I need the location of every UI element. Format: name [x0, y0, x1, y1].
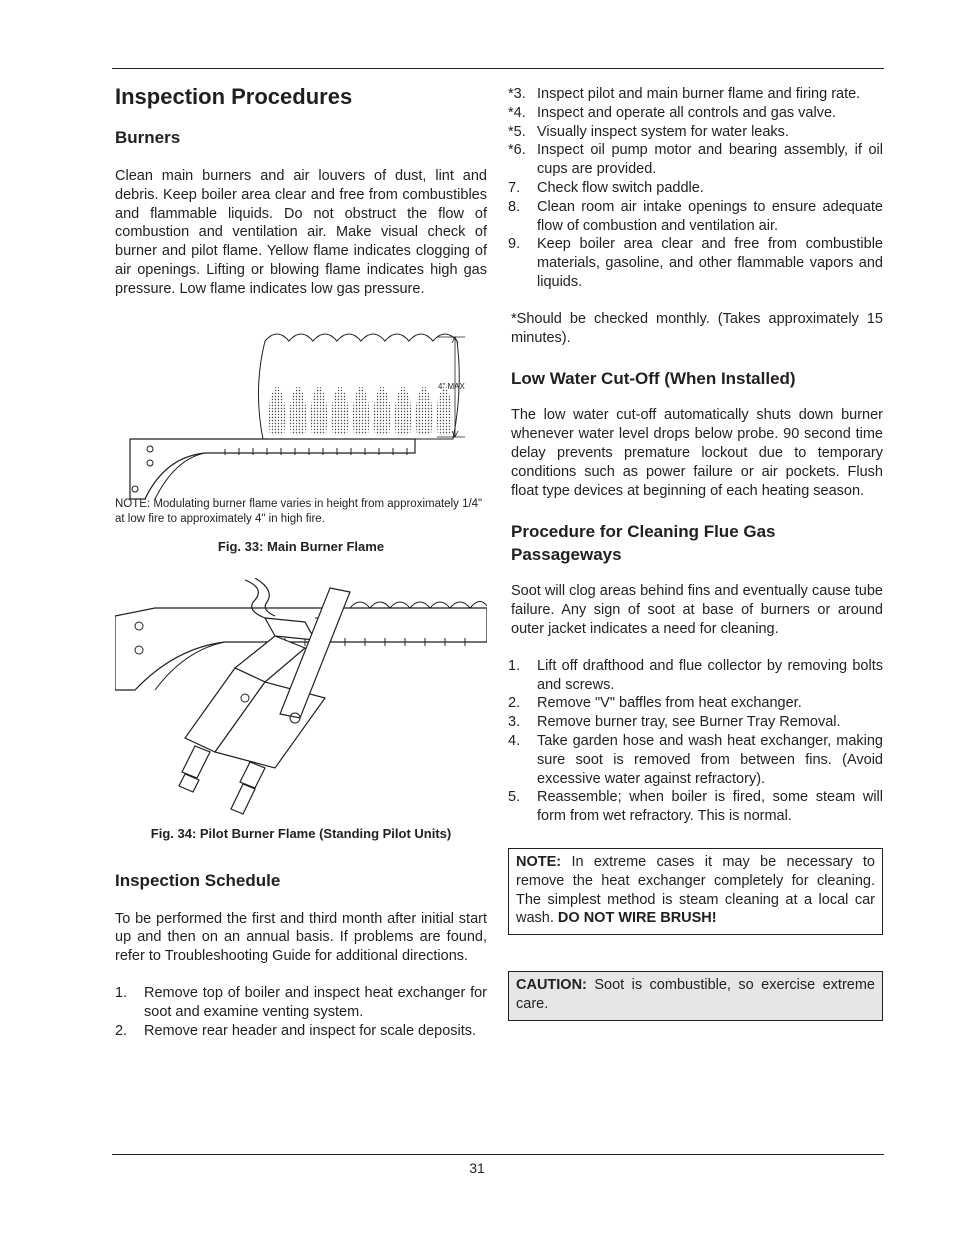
figure-33-note: NOTE: Modulating burner flame varies in height from approximately 1/4" at low fire to approximately 4" in high fire.: [115, 497, 483, 525]
schedule-list-right: [508, 85, 883, 292]
schedule-body: To be performed the first and third month after initial start up and then on an annual basis. If problems are found, refer to Troubleshooting Guide for additional directions.: [115, 910, 487, 965]
page-title: Inspection Procedures: [115, 84, 353, 109]
note-text: In extreme cases it may be necessary to remove the heat exchanger completely for cleaning. The simplest method is steam cleaning at a local car wash.: [516, 853, 876, 927]
flue-heading: Procedure for Cleaning Flue Gas Passageways: [511, 522, 776, 565]
main-burner-flame-illustration: [115, 329, 487, 509]
list-item: 1. Remove top of boiler and inspect heat exchanger for soot and examine venting system.: [115, 984, 487, 1020]
note-box: [508, 848, 883, 935]
figure-34: [115, 578, 487, 816]
list-item: 5. Reassemble; when boiler is fired, some steam will form from wet refractory. This is normal.: [508, 789, 883, 825]
list-item: 4. Take garden hose and wash heat exchanger, making sure soot is removed from between fins. (Avoid excessive water against refractory).: [508, 732, 883, 787]
schedule-heading: Inspection Schedule: [115, 870, 281, 890]
schedule-list-left: [115, 984, 487, 1040]
page-number: 31: [469, 1160, 485, 1176]
bottom-rule: [112, 1154, 884, 1155]
figure-33-caption: Fig. 33: Main Burner Flame: [217, 538, 385, 554]
right-column: [508, 85, 883, 1021]
left-column: [115, 70, 487, 1040]
list-item: 9. Keep boiler area clear and free from combustible materials, gasoline, and other flammable vapors and liquids.: [508, 236, 883, 290]
pilot-burner-illustration: [115, 578, 487, 816]
burners-body: Clean main burners and air louvers of dust, lint and debris. Keep boiler area clear and free from combustibles and flammable liquids. Do not obstruct the flow of combustion and ventilation air. Make visual check of burner and pilot flame. Yellow flame indicates clogging of air openings. Lifting or blowing flame indicates high gas pressure. Low flame indicates low gas pressure.: [115, 168, 487, 297]
list-item: *5. Visually inspect system for water leaks.: [508, 123, 789, 140]
list-item: *4. Inspect and operate all controls and gas valve.: [508, 104, 837, 121]
list-item: 7. Check flow switch paddle.: [508, 179, 704, 196]
top-rule: [112, 68, 884, 69]
flue-list: [508, 657, 883, 826]
list-item: 1. Lift off drafthood and flue collector by removing bolts and screws.: [508, 657, 883, 693]
list-item: 8. Clean room air intake openings to ensure adequate flow of combustion and ventilation air.: [508, 198, 883, 234]
list-item: *6. Inspect oil pump motor and bearing assembly, if oil cups are provided.: [508, 142, 883, 178]
burners-heading: Burners: [115, 128, 181, 147]
note-label: NOTE:: [516, 853, 562, 870]
caution-label: CAUTION:: [516, 977, 587, 994]
list-item: 2. Remove "V" baffles from heat exchanger.: [508, 695, 802, 712]
list-item: 2. Remove rear header and inspect for scale deposits.: [115, 1022, 477, 1039]
dimension-label: 4" MAX: [438, 381, 465, 391]
caution-text: Soot is combustible, so exercise extreme care.: [516, 977, 875, 1012]
figure-33: [115, 329, 487, 509]
list-item: 3. Remove burner tray, see Burner Tray Removal.: [508, 714, 841, 731]
list-item: *3. Inspect pilot and main burner flame and firing rate.: [508, 86, 861, 102]
note-emphasis: DO NOT WIRE BRUSH!: [557, 910, 717, 927]
monthly-note: *Should be checked monthly. (Takes approximately 15 minutes).: [511, 310, 883, 346]
caution-box: [508, 971, 883, 1021]
low-water-heading: Low Water Cut-Off (When Installed): [511, 369, 796, 389]
low-water-body: The low water cut-off automatically shuts down burner whenever water level drops below probe. 90 second time delay prevents premature lockout due to temporary conditions such as power failure or air pockets. Flush float type devices at beginning of each heating season.: [511, 407, 883, 499]
flue-body: Soot will clog areas behind fins and eventually cause tube failure. Any sign of soot at base of burners or around outer jacket indicates a need for cleaning.: [511, 583, 883, 637]
figure-34-caption: Fig. 34: Pilot Burner Flame (Standing Pilot Units): [150, 825, 452, 841]
